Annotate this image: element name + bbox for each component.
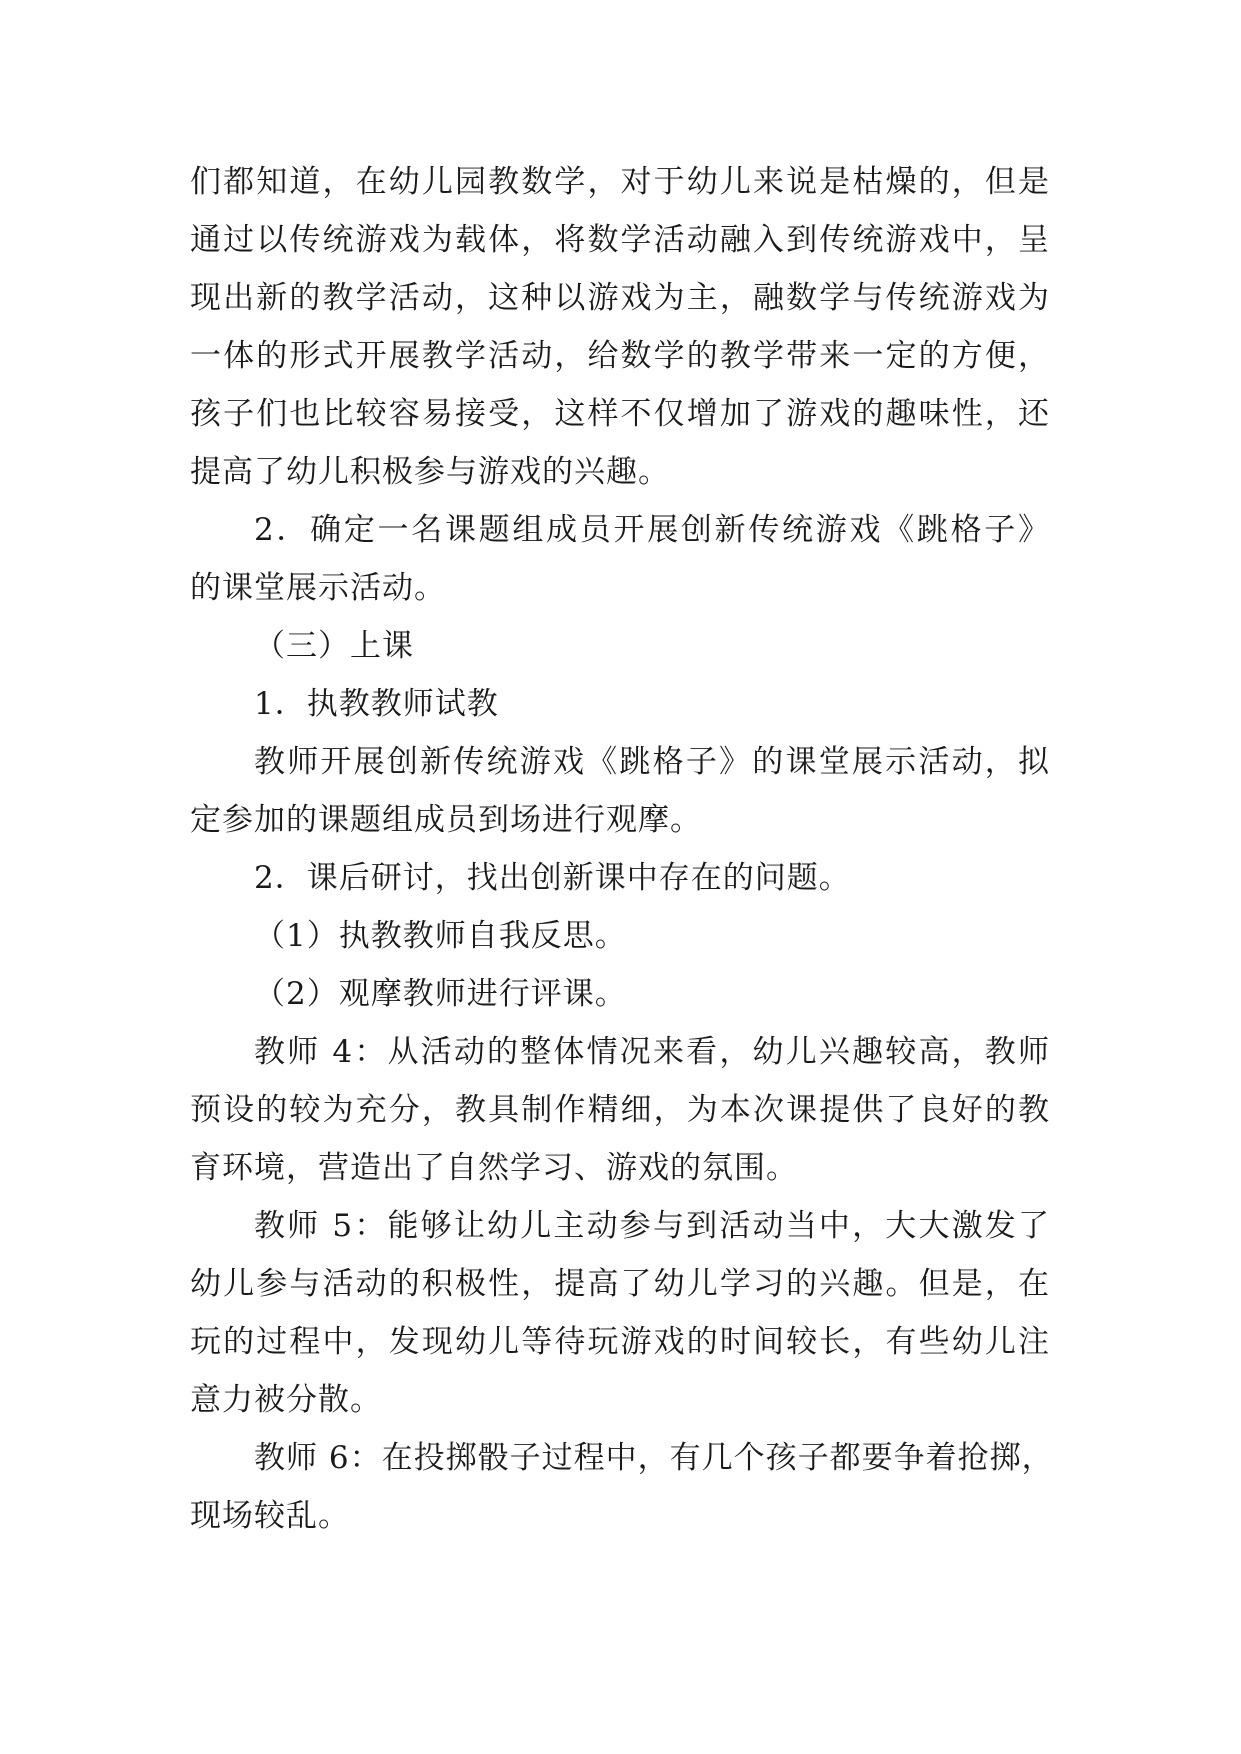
paragraph-line: 教师 4：从活动的整体情况来看，幼儿兴趣较高，教师 (254, 1034, 1050, 1070)
paragraph-line: 教师 5：能够让幼儿主动参与到活动当中，大大激发了 (254, 1208, 1050, 1244)
paragraph-line: 定参加的课题组成员到场进行观摩。 (190, 802, 702, 838)
paragraph-line: 幼儿参与活动的积极性，提高了幼儿学习的兴趣。但是，在 (190, 1266, 1050, 1302)
section-heading: （三）上课 (254, 628, 414, 664)
paragraph-line: 的课堂展示活动。 (190, 570, 446, 606)
paragraph-line: 意力被分散。 (190, 1382, 382, 1418)
subsection-heading: 2．课后研讨，找出创新课中存在的问题。 (254, 860, 851, 896)
list-item: （1）执教教师自我反思。 (254, 918, 627, 954)
paragraph-line: 教师开展创新传统游戏《跳格子》的课堂展示活动，拟 (254, 744, 1050, 780)
paragraph-line: 预设的较为充分，教具制作精细，为本次课提供了良好的教 (190, 1092, 1050, 1128)
paragraph-line: 提高了幼儿积极参与游戏的兴趣。 (190, 454, 670, 490)
list-item: （2）观摩教师进行评课。 (254, 976, 627, 1012)
paragraph-line: 一体的形式开展教学活动，给数学的教学带来一定的方便， (190, 338, 1050, 374)
paragraph-line: 教师 6：在投掷骰子过程中，有几个孩子都要争着抢掷， (254, 1440, 1054, 1476)
paragraph-line: 育环境，营造出了自然学习、游戏的氛围。 (190, 1150, 798, 1186)
paragraph-line: 现场较乱。 (190, 1498, 350, 1534)
subsection-heading: 1．执教教师试教 (254, 686, 499, 722)
paragraph-line: 孩子们也比较容易接受，这样不仅增加了游戏的趣味性，还 (190, 396, 1050, 432)
paragraph-line: 通过以传统游戏为载体，将数学活动融入到传统游戏中，呈 (190, 222, 1050, 258)
paragraph-line: 2．确定一名课题组成员开展创新传统游戏《跳格子》 (254, 512, 1050, 548)
paragraph-line: 现出新的教学活动，这种以游戏为主，融数学与传统游戏为 (190, 280, 1050, 316)
paragraph-line: 玩的过程中，发现幼儿等待玩游戏的时间较长，有些幼儿注 (190, 1324, 1050, 1360)
paragraph-line: 们都知道，在幼儿园教数学，对于幼儿来说是枯燥的，但是 (190, 164, 1050, 200)
